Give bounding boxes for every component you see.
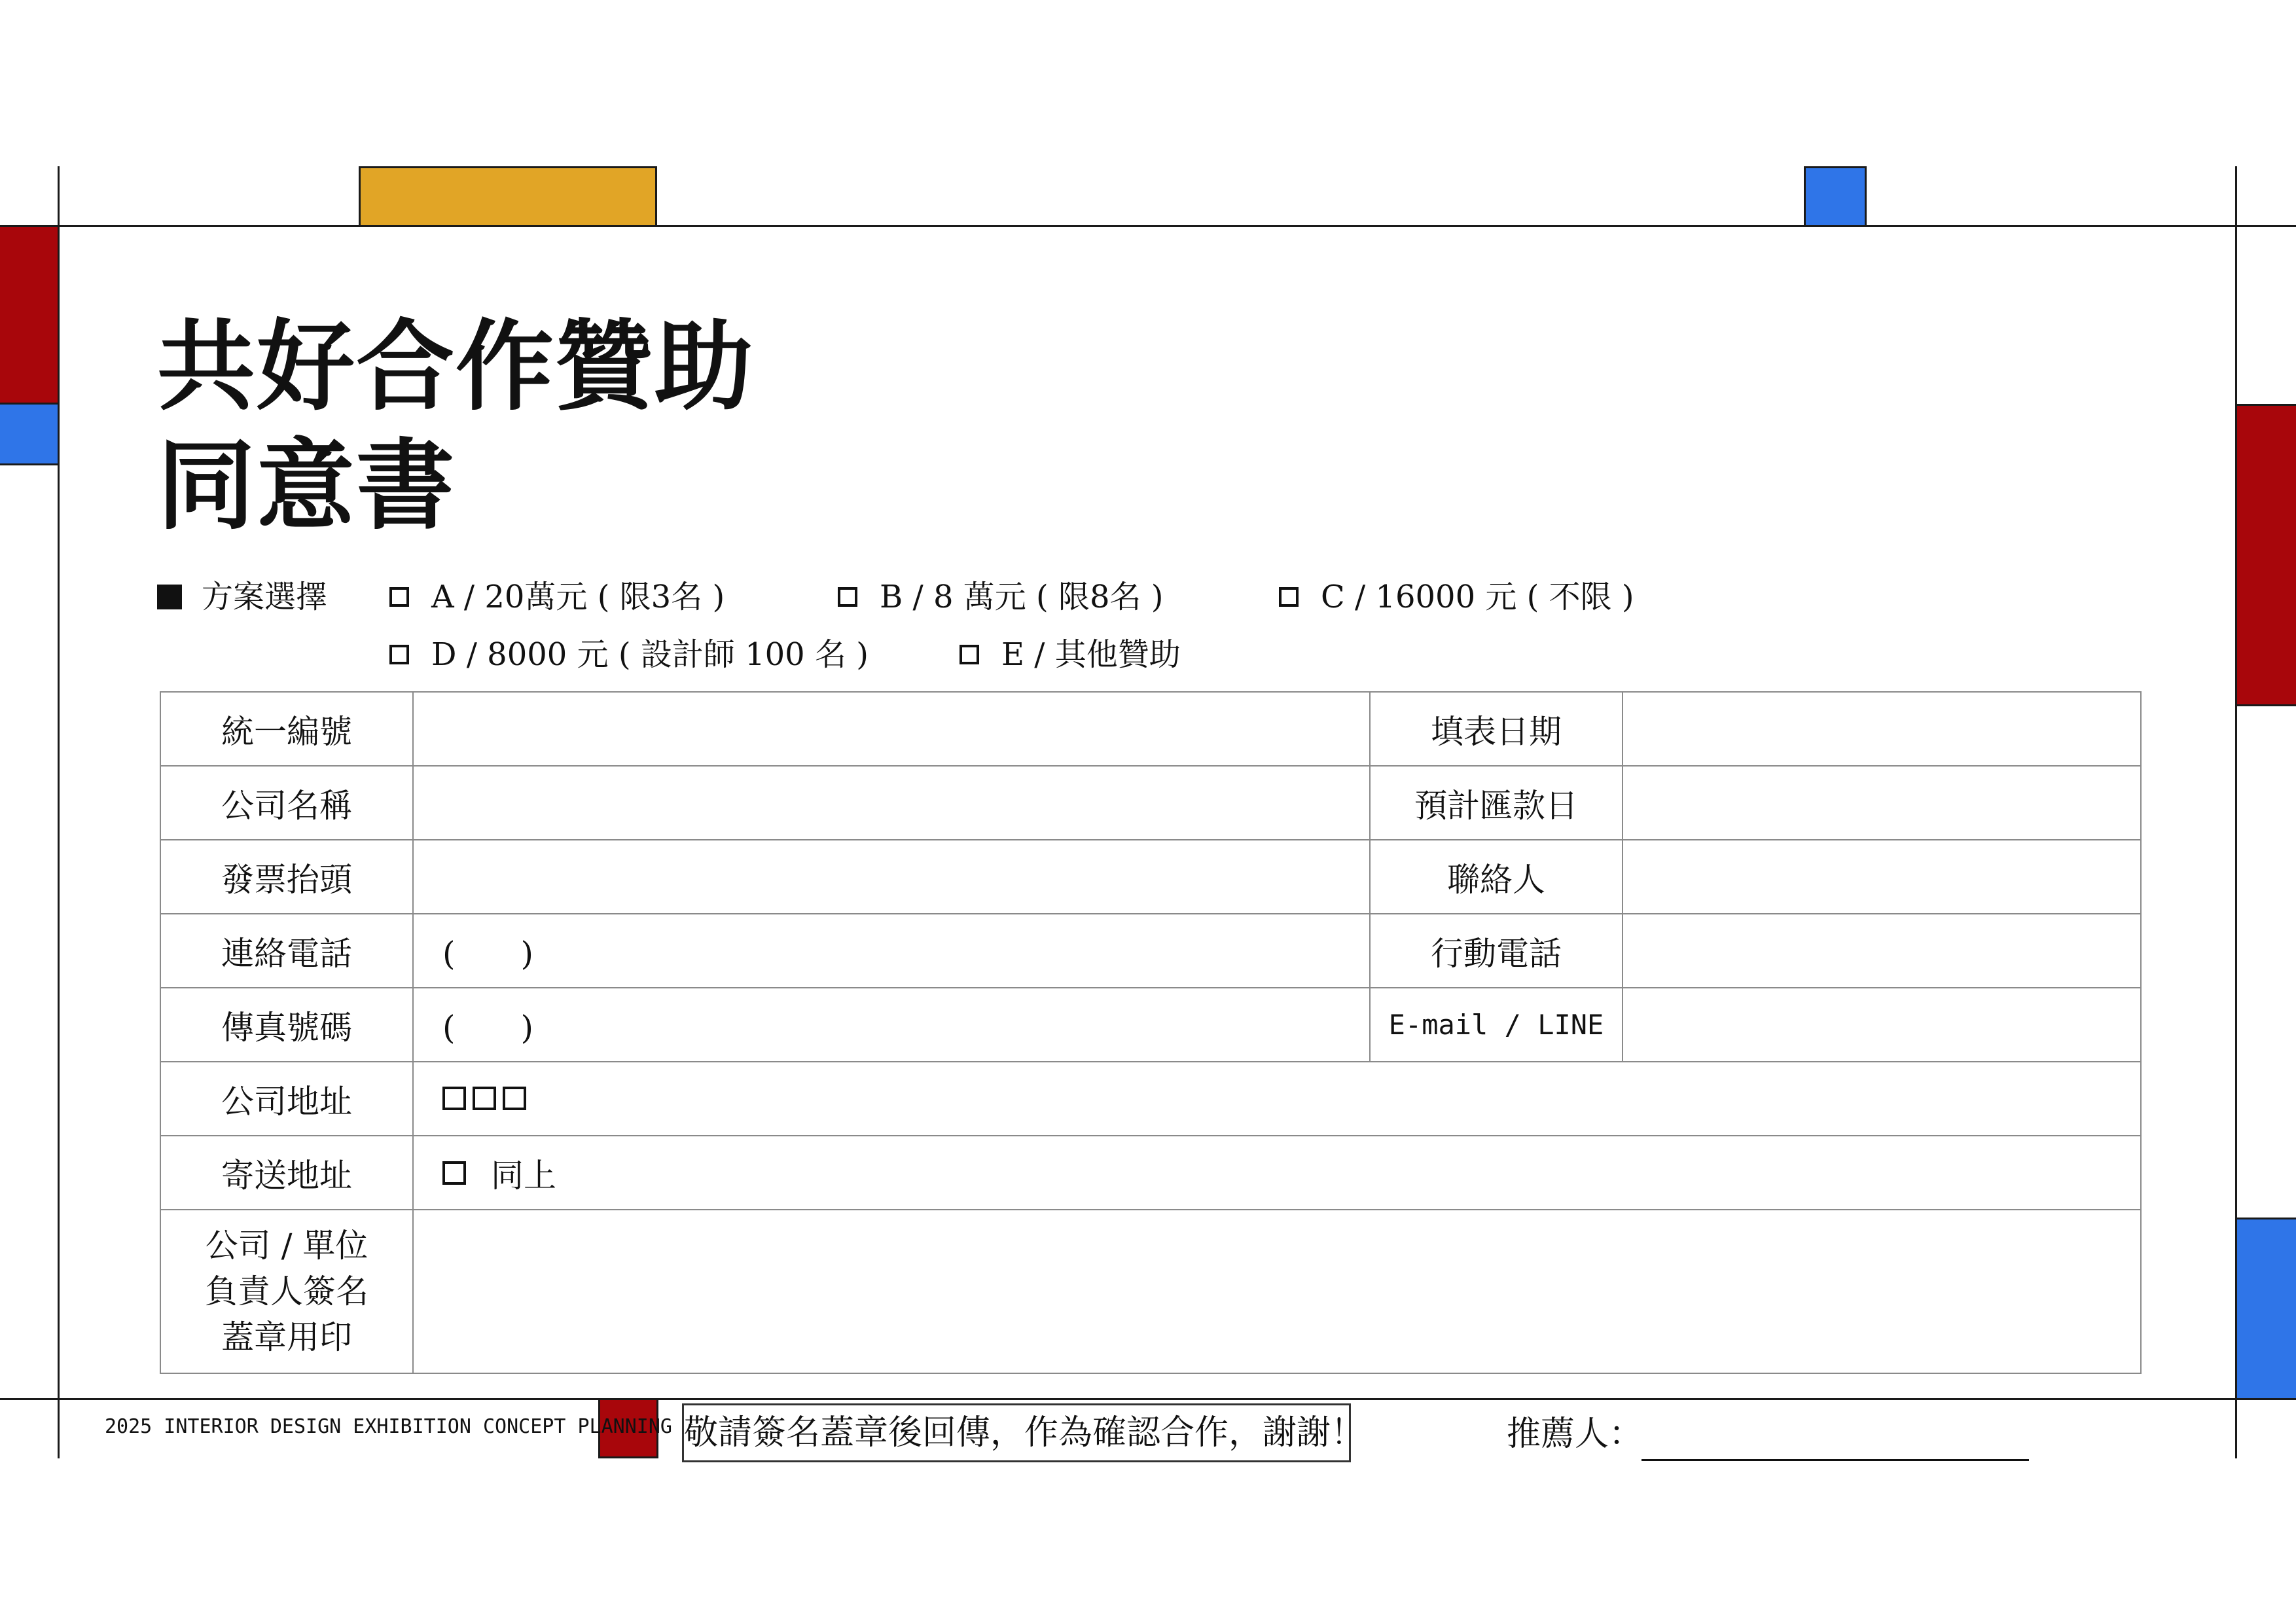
field-label-shipping-address: 寄送地址 [160,1136,413,1210]
filled-square-icon [157,585,182,609]
phone-field[interactable]: ( ) [413,914,1370,988]
table-row [160,988,2141,1062]
fill-date-field[interactable] [1623,692,2141,766]
field-label-mobile: 行動電話 [1370,914,1623,988]
blue-block-left [0,403,60,465]
checkbox-icon[interactable] [960,645,979,664]
contact-person-field[interactable] [1623,840,2141,914]
table-row [160,766,2141,840]
email-line-field[interactable] [1623,988,2141,1062]
plan-row-2 [157,628,1728,681]
page-title [157,308,754,546]
sponsor-form-table [160,691,2142,1374]
postal-box-icon[interactable] [442,1087,466,1110]
recommender-signature-line[interactable] [1641,1459,2029,1461]
field-label-signature [160,1210,413,1373]
checkbox-icon[interactable] [838,587,857,607]
fax-field[interactable]: ( ) [413,988,1370,1062]
table-row [160,840,2141,914]
checkbox-icon[interactable] [389,587,409,607]
checkbox-icon[interactable] [1279,587,1299,607]
plan-heading-label: 方案選擇 [202,579,328,615]
plan-option-d[interactable] [389,628,869,681]
blue-block-right [2235,1218,2296,1400]
yellow-block-top [359,166,657,227]
signature-field[interactable] [413,1210,2141,1373]
field-label-contact-person: 聯絡人 [1370,840,1623,914]
table-row [160,914,2141,988]
shipping-address-field[interactable] [413,1136,2141,1210]
table-row [160,692,2141,766]
plan-heading [157,571,327,623]
field-label-phone: 連絡電話 [160,914,413,988]
company-address-field[interactable] [413,1062,2141,1136]
red-block-left [0,225,60,405]
red-block-right [2235,404,2296,706]
postal-box-icon[interactable] [473,1087,496,1110]
blue-block-top [1804,166,1867,227]
return-note: 敬請簽名蓋章後回傳，作為確認合作，謝謝！ [682,1403,1351,1462]
field-label-company-name: 公司名稱 [160,766,413,840]
company-name-field[interactable] [413,766,1370,840]
recommender-label: 推薦人： [1507,1415,1643,1454]
signature-label-line-3: 蓋章用印 [221,1318,352,1356]
plan-option-a[interactable] [389,571,725,623]
field-label-invoice-title: 發票抬頭 [160,840,413,914]
field-label-email-line: E-mail / LINE [1370,988,1623,1062]
table-row [160,1210,2141,1373]
remit-date-field[interactable] [1623,766,2141,840]
postal-box-icon[interactable] [503,1087,526,1110]
postal-code-boxes[interactable] [442,1087,526,1110]
checkbox-icon[interactable] [389,645,409,664]
plan-option-label: A / 20萬元 ( 限3名 ) [431,579,725,615]
checkbox-icon[interactable] [442,1161,466,1185]
plan-option-c[interactable] [1279,571,1634,623]
plan-option-label: E / 其他贊助 [1001,636,1181,673]
plan-option-label: C / 16000 元 ( 不限 ) [1321,579,1634,615]
invoice-title-field[interactable] [413,840,1370,914]
tax-id-field[interactable] [413,692,1370,766]
project-name: 2025 INTERIOR DESIGN EXHIBITION CONCEPT PLANNING [105,1415,672,1438]
field-label-tax-id: 統一編號 [160,692,413,766]
field-label-company-address: 公司地址 [160,1062,413,1136]
field-label-fill-date: 填表日期 [1370,692,1623,766]
field-label-fax: 傳真號碼 [160,988,413,1062]
plan-option-e[interactable] [960,628,1181,681]
frame-top-line [0,225,2296,227]
plan-row-1 [157,571,1728,623]
signature-label-line-1: 公司 / 單位 [205,1227,368,1265]
plan-option-label: D / 8000 元 ( 設計師 100 名 ) [431,636,869,673]
field-label-remit-date: 預計匯款日 [1370,766,1623,840]
mobile-field[interactable] [1623,914,2141,988]
table-row [160,1136,2141,1210]
signature-label-line-2: 負責人簽名 [205,1272,368,1310]
title-line-2: 同意書 [157,429,456,543]
frame-bottom-line [0,1398,2296,1400]
plan-option-label: B / 8 萬元 ( 限8名 ) [880,579,1164,615]
plan-option-b[interactable] [838,571,1164,623]
title-line-1: 共好合作贊助 [157,310,755,424]
table-row [160,1062,2141,1136]
same-as-above-label: 同上 [491,1156,556,1195]
